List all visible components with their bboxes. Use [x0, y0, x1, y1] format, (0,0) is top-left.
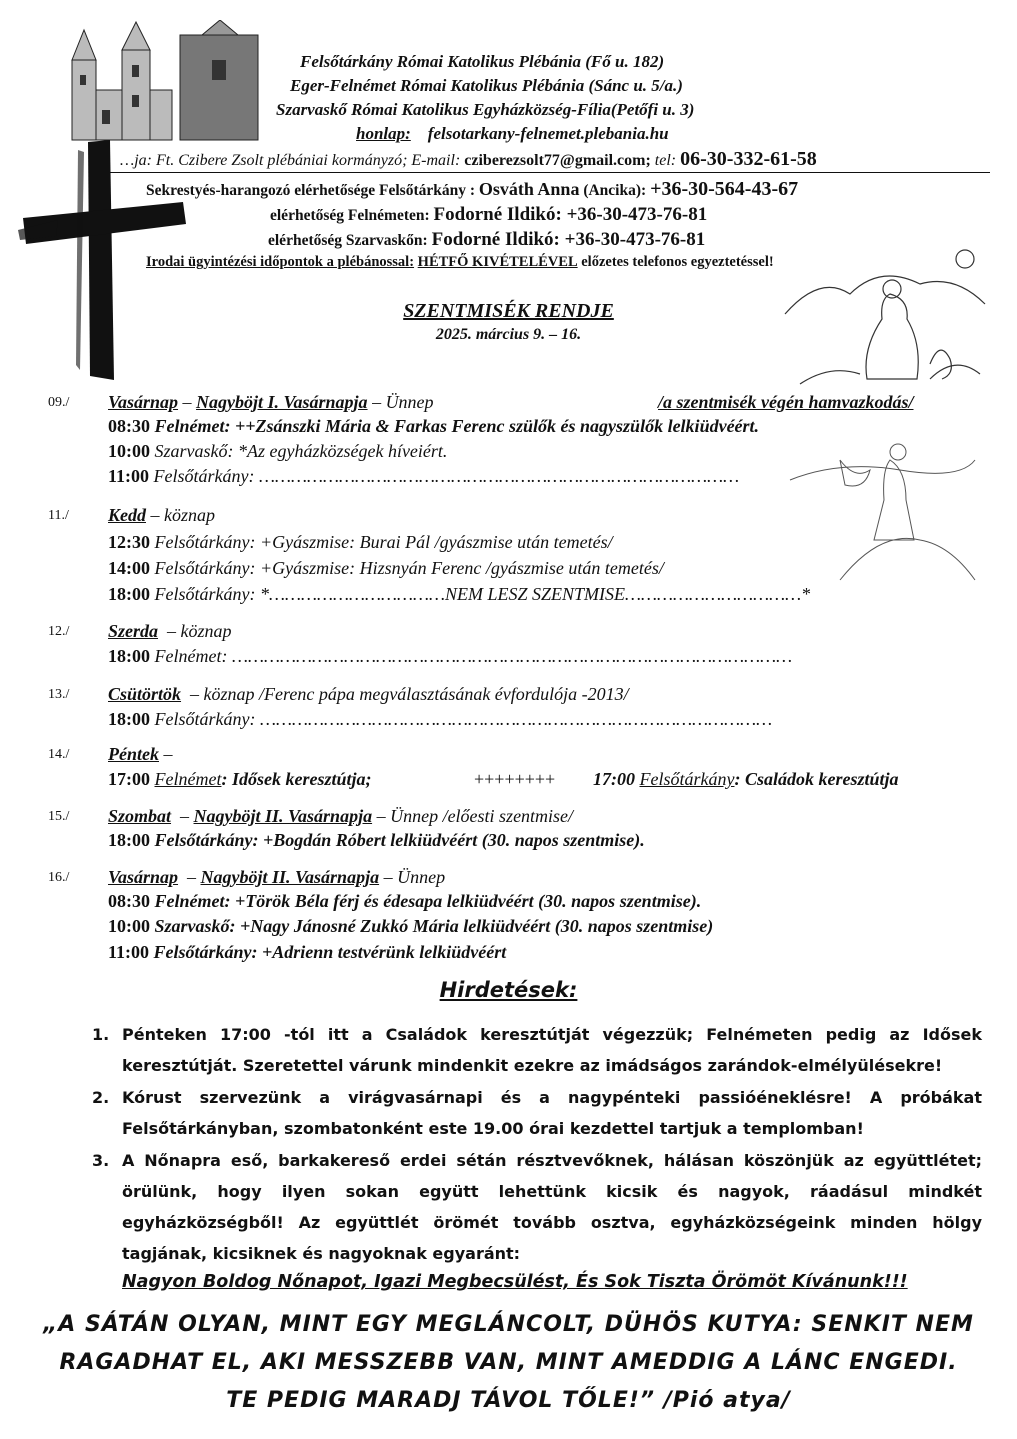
sacristan-contact: [146, 178, 798, 201]
mass-place: Felnémet: [154, 769, 222, 789]
mass-text: Felnémet: ++Zsánszki Mária & Farkas Ferenc szülők és nagyszülők lelkiüdvéért.: [154, 416, 760, 436]
sacristan-name: Osváth Anna: [478, 179, 580, 199]
mass-text: Felsőtárkány: +Gyászmise: Burai Pál /gyászmise után temetés/: [154, 532, 613, 552]
felnemet-contact: [270, 204, 707, 226]
office-label: Irodai ügyintézési időpontok a plébánossal:: [146, 254, 415, 270]
quote-line-1: „A SÁTÁN OLYAN, MINT EGY MEGLÁNCOLT, DÜHÖS KUTYA: SENKIT NEM: [43, 1312, 974, 1337]
mass-time: 18:00: [108, 646, 150, 666]
szarvasko-contact: [268, 229, 705, 251]
mass-text: Felsőtárkány: ………………………………………………………………………………: [153, 466, 740, 486]
mass-text: Szarvaskő: *Az egyházközségek híveiért.: [154, 441, 448, 461]
mass-line: [0, 558, 1017, 580]
szarvasko-value: Fodorné Ildikó: +36-30-473-76-81: [431, 229, 706, 250]
feast-name: Nagyböjt II. Vasárnapja: [200, 867, 380, 887]
mass-line: [0, 709, 1017, 731]
sacristan-label: Sekrestyés-harangozó elérhetősége Felsőtárkány :: [146, 182, 476, 199]
mass-text: : Idősek keresztútja;: [221, 769, 372, 789]
mass-text: Felnémet: ……………………………………………………………………………………………: [154, 646, 793, 666]
day-type: – Ünnep /előesti szentmise/: [376, 806, 574, 826]
day-11-header: [0, 505, 1017, 527]
day-type: – Ünnep: [372, 392, 434, 412]
mass-time: 11:00: [108, 466, 150, 486]
feast-name: Nagyböjt II. Vasárnapja: [193, 806, 373, 826]
mass-line: [0, 769, 1017, 791]
office-days: HÉTFŐ KIVÉTELÉVEL: [417, 254, 578, 270]
notice-2: 2. Kórust szervezünk a virágvasárnapi és a nagypénteki passióéneklésre! A próbákat Felsőtárkányban, szombatonként este 19.00 órai kezdettel tartjuk a templomban!: [92, 1088, 982, 1138]
mass-line: [0, 942, 1017, 964]
day-number: 12./: [48, 624, 70, 639]
separator: ++++++++: [474, 769, 556, 789]
mass-line: [0, 584, 1017, 606]
day-number: 14./: [48, 747, 70, 762]
day-13-header: [0, 684, 1017, 706]
mass-line: [0, 416, 1017, 438]
day-number: 13./: [48, 687, 70, 702]
day-type: –: [163, 744, 173, 764]
mass-time: 17:00: [593, 769, 635, 789]
mass-line: [0, 891, 1017, 913]
day-note: /a szentmisék végén hamvazkodás/: [658, 392, 914, 412]
mass-time: 18:00: [108, 709, 150, 729]
mass-time: 14:00: [108, 558, 150, 578]
mass-text: Felsőtárkány: +Gyászmise: Hizsnyán Ferenc /gyászmise után temetés/: [154, 558, 664, 578]
mass-time: 08:30: [108, 416, 150, 436]
schedule-title: SZENTMISÉK RENDJE: [403, 300, 614, 322]
day-number: 16./: [48, 870, 70, 885]
parish-line-3: Szarvaskő Római Katolikus Egyházközség-Fília(Petőfi u. 3): [276, 100, 695, 119]
day-12-header: [0, 621, 1017, 643]
schedule-dates: 2025. március 9. – 16.: [435, 326, 582, 343]
day-name: Péntek: [108, 744, 159, 764]
notice-text: Kórust szervezünk a virágvasárnapi és a nagypénteki passióéneklésre! A próbákat Felsőtárkányban, szombatonként este 19.00 órai kezdettel tartjuk a templomban!: [122, 1088, 982, 1138]
day-type: – Ünnep: [383, 867, 446, 887]
sacristan-nick: (Ancika):: [583, 182, 647, 199]
mass-line: [0, 532, 1017, 554]
notices-title: Hirdetések:: [439, 978, 578, 1002]
quote-line-2: RAGADHAT EL, AKI MESSZEBB VAN, MINT AMEDDIG A LÁNC ENGEDI.: [59, 1350, 958, 1375]
day-name: Szerda: [108, 621, 159, 641]
day-name: Kedd: [108, 505, 146, 525]
felnemet-label: elérhetőség Felnémeten:: [270, 207, 430, 224]
mass-time: 12:30: [108, 532, 150, 552]
office-rest: előzetes telefonos egyeztetéssel!: [581, 254, 774, 270]
homepage-label: honlap:: [356, 124, 411, 143]
mass-line: [0, 466, 1017, 488]
szarvasko-label: elérhetőség Szarvaskőn:: [268, 232, 428, 249]
mass-text: Felsőtárkány: ……………………………………………………………………………………: [154, 709, 773, 729]
day-number: 15./: [48, 809, 70, 824]
day-number: 11./: [48, 508, 69, 523]
feast-name: Nagyböjt I. Vasárnapja: [196, 392, 368, 412]
tel-label: tel:: [654, 152, 677, 169]
notice-text: Pénteken 17:00 -tól itt a Családok keresztútját végezzük; Felnémeten pedig az Idősek keresztútját. Szeretettel várunk mindenkit ezekre az imádságos zarándok-elmélyülésekre!: [122, 1025, 982, 1075]
mass-text: Felnémet: +Török Béla férj és édesapa lelkiüdvéért (30. napos szentmise).: [154, 891, 702, 911]
office-hours: [146, 254, 774, 271]
mass-line: [0, 916, 1017, 938]
parish-line-2: Eger-Felnémet Római Katolikus Plébánia (Sánc u. 5/a.): [290, 76, 683, 95]
day-name: Vasárnap: [108, 392, 179, 412]
parish-line-1: Felsőtárkány Római Katolikus Plébánia (Fő u. 182): [300, 52, 665, 71]
email-link[interactable]: cziberezsolt77@gmail.com;: [464, 152, 651, 169]
mass-text: : Családok keresztútja: [734, 769, 899, 789]
homepage-link[interactable]: felsotarkany-felnemet.plebania.hu: [427, 124, 669, 143]
tel-number: 06-30-332-61-58: [680, 148, 817, 170]
day-type: – köznap: [150, 505, 215, 525]
priest-line: [120, 148, 817, 171]
mass-text: Szarvaskő: +Nagy Jánosné Zukkó Mária lelkiüdvéért (30. napos szentmise): [154, 916, 714, 936]
day-type: – köznap /Ferenc pápa megválasztásának évfordulója -2013/: [190, 684, 629, 704]
mass-time: 18:00: [108, 830, 150, 850]
mass-time: 18:00: [108, 584, 150, 604]
mass-time: 11:00: [108, 942, 150, 962]
day-name: Csütörtök: [108, 684, 182, 704]
mass-time: 10:00: [108, 441, 150, 461]
day-09-header: 09./ Vasárnap – Nagyböjt I. Vasárnapja – Ünnep /a szentmisék végén hamvazkodás/: [48, 392, 914, 412]
mass-time: 08:30: [108, 891, 150, 911]
quote-line-3: TE PEDIG MARADJ TÁVOL TŐLE!” /Pió atya/: [226, 1388, 791, 1413]
church-illustration: [52, 20, 262, 150]
day-number: 09./: [48, 395, 70, 410]
womens-day-wish: Nagyon Boldog Nőnapot, Igazi Megbecsülést, És Sok Tiszta Örömöt Kívánunk!!!: [122, 1272, 908, 1292]
homepage: [356, 124, 669, 144]
mass-time: 17:00: [108, 769, 150, 789]
mass-text: Felsőtárkány: +Bogdán Róbert lelkiüdvéért (30. napos szentmise).: [154, 830, 645, 850]
mass-line: [0, 441, 1017, 463]
sacristan-phone: +36-30-564-43-67: [650, 178, 799, 200]
mass-time: 10:00: [108, 916, 150, 936]
notice-text: A Nőnapra eső, barkakereső erdei sétán résztvevőknek, hálásan köszönjük az együttlétet; örülünk, hogy ilyen sokan együtt lehettünk kicsik és nagyok, ráadásul mindkét egyházközségből! Az együttlét örömét tovább osztva, egyházközségeink minden hölgy tagjának, kicsiknek és nagyoknak egyaránt:: [122, 1151, 982, 1263]
felnemet-value: Fodorné Ildikó: +36-30-473-76-81: [433, 204, 708, 225]
day-15-header: 15./ Szombat – Nagyböjt II. Vasárnapja – Ünnep /előesti szentmise/: [48, 806, 574, 826]
day-16-header: 16./ Vasárnap – Nagyböjt II. Vasárnapja – Ünnep: [48, 867, 446, 887]
mass-place: Felsőtárkány: [639, 769, 735, 789]
mass-line: [0, 830, 1017, 852]
header-divider: [100, 172, 990, 173]
notice-3: 3. A Nőnapra eső, barkakereső erdei sétán résztvevőknek, hálásan köszönjük az együttlétet; örülünk, hogy ilyen sokan együtt lehettünk kicsik és nagyok, ráadásul mindkét egyházközségből! Az együttlét örömét tovább osztva, egyházközségeink minden hölgy tagjának, kicsiknek és nagyoknak egyaránt:: [92, 1151, 982, 1263]
day-name: Szombat: [108, 806, 172, 826]
priest-text: …ja: Ft. Czibere Zsolt plébániai kormányzó; E-mail:: [120, 152, 461, 169]
day-name: Vasárnap: [108, 867, 179, 887]
day-14-header: [0, 744, 1017, 766]
mass-text: Felsőtárkány: +Adrienn testvérünk lelkiüdvéért: [153, 942, 507, 962]
notice-1: 1. Pénteken 17:00 -tól itt a Családok keresztútját végezzük; Felnémeten pedig az Idősek keresztútját. Szeretettel várunk mindenkit ezekre az imádságos zarándok-elmélyülésekre!: [92, 1025, 982, 1075]
day-type: – köznap: [167, 621, 232, 641]
mass-text: Felsőtárkány: *……………………………NEM LESZ SZENTMISE……………………………*: [154, 584, 811, 604]
mass-line: [0, 646, 1017, 668]
